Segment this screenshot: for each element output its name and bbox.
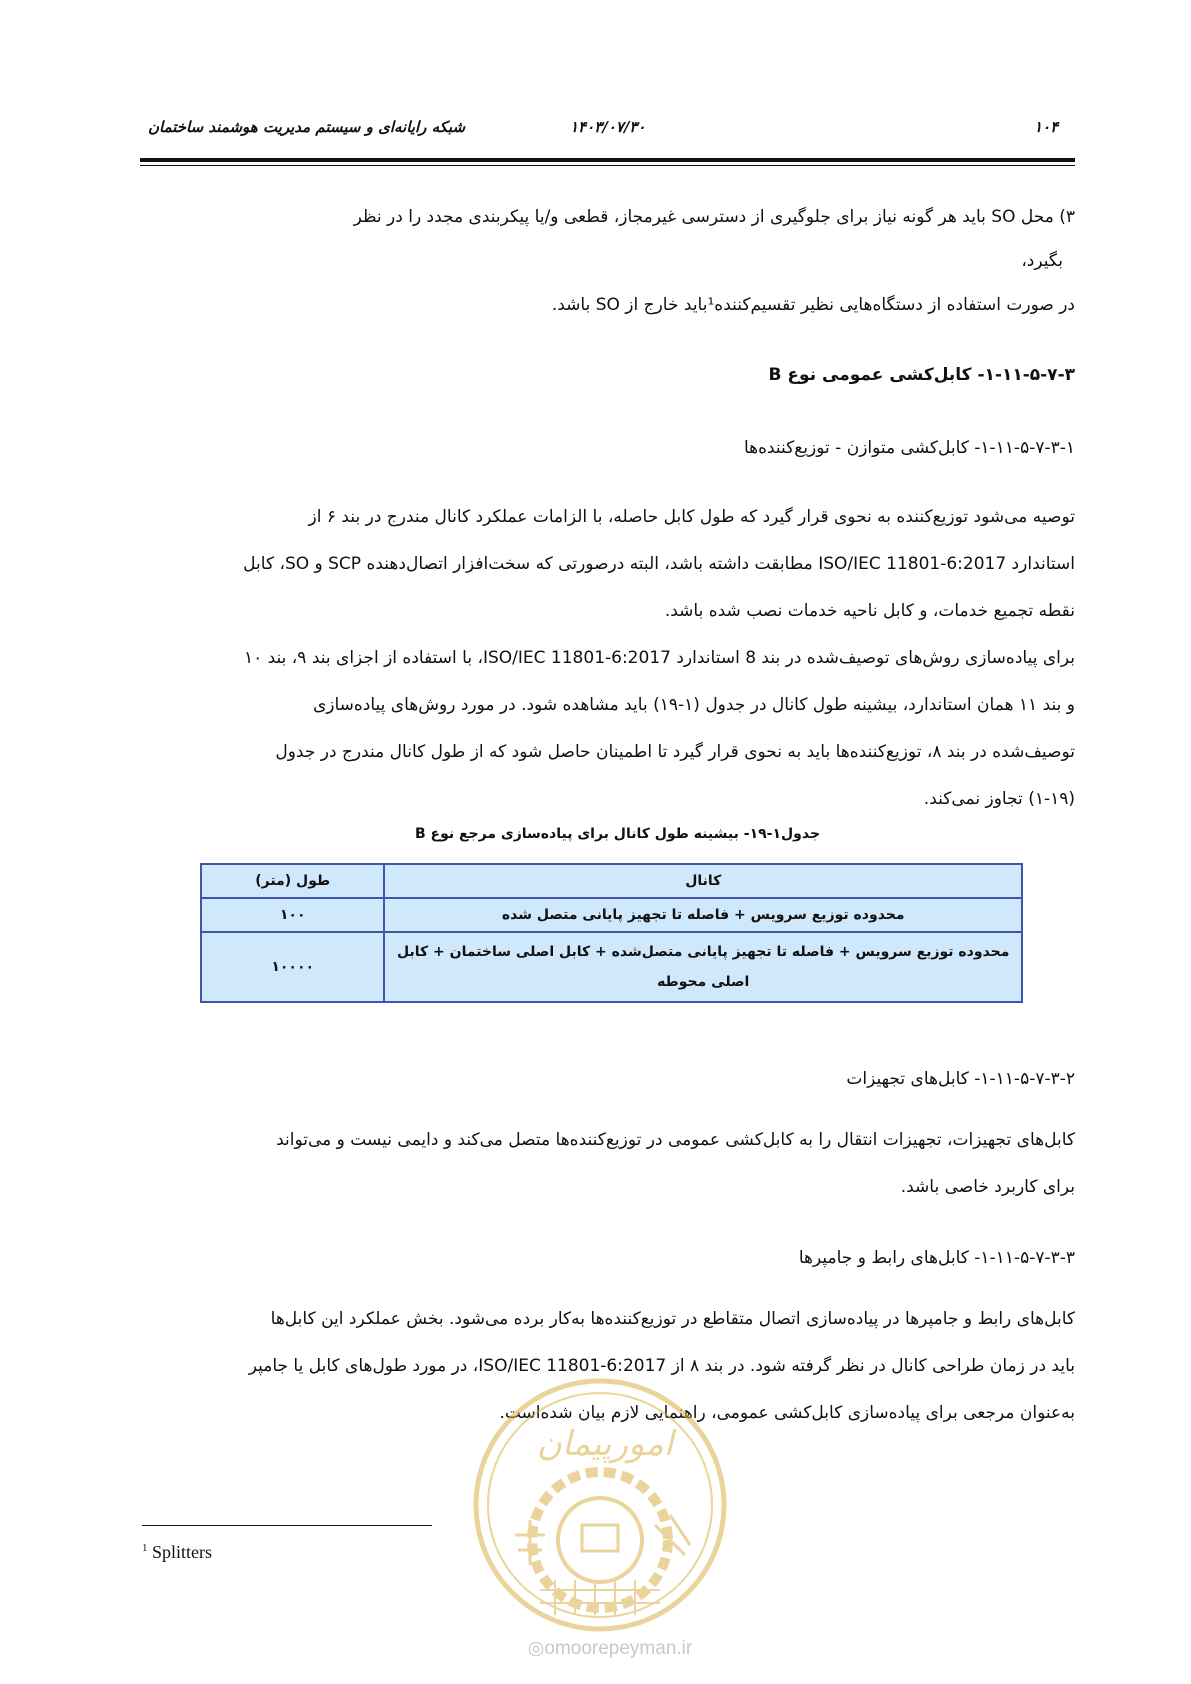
sub1-para2-line4: (۱-۱۹) تجاوز نمی‌کند.	[923, 789, 1075, 809]
footnote-rule	[142, 1525, 432, 1526]
channel-length-table	[200, 863, 1023, 1003]
sub2-heading: ۱-۱۱-۵-۷-۳-۲- کابل‌های تجهیزات	[846, 1069, 1075, 1089]
sub2-para-line1: کابل‌های تجهیزات، تجهیزات انتقال را به کابل‌کشی عمومی در توزیع‌کننده‌ها متصل می‌کند و دایمی نیست و می‌تواند	[276, 1130, 1075, 1150]
table-header-length: طول (متر)	[201, 864, 384, 898]
item3-line1: ۳) محل SO باید هر گونه نیاز برای جلوگیری از دسترسی غیرمجاز، قطعی و/یا پیکربندی مجدد را در نظر	[353, 207, 1075, 227]
page-number: ۱۰۴	[1034, 118, 1059, 136]
header-date: ۱۴۰۳/۰۷/۳۰	[570, 118, 646, 136]
section-heading: ۱-۱۱-۵-۷-۳- کابل‌کشی عمومی نوع B	[768, 365, 1075, 385]
table-caption: جدول۱-۱۹- بیشینه طول کانال برای پیاده‌سازی مرجع نوع B	[414, 826, 821, 842]
at-icon: ◎	[527, 1638, 545, 1659]
footnote-text: Splitters	[152, 1542, 213, 1562]
footnote	[142, 1542, 212, 1563]
footnote-marker: 1	[142, 1542, 148, 1554]
sub3-heading: ۱-۱۱-۵-۷-۳-۳- کابل‌های رابط و جامپرها	[798, 1248, 1075, 1268]
table-cell-channel: محدوده توزیع سرویس + فاصله تا تجهیز پایانی متصل شده	[384, 898, 1022, 932]
item3-line2: بگیرد،	[1021, 251, 1063, 271]
sub1-para1-line1: توصیه می‌شود توزیع‌کننده به نحوی قرار گیرد که طول کابل حاصله، با الزامات عملکرد کانال مندرج در بند ۶ از	[308, 507, 1075, 527]
table-cell-channel: محدوده توزیع سرویس + فاصله تا تجهیز پایانی متصل‌شده + کابل اصلی ساختمان + کابل اصلی محوطه	[384, 932, 1022, 1002]
splitter-line: در صورت استفاده از دستگاه‌هایی نظیر تقسیم‌کننده¹باید خارج از SO باشد.	[551, 295, 1075, 315]
header-rule-thin	[140, 165, 1075, 166]
table-cell-length: ۱۰۰۰۰	[201, 932, 384, 1002]
watermark-url-text: omoorepeyman.ir	[544, 1638, 693, 1659]
sub1-para2-line3: توصیف‌شده در بند ۸، توزیع‌کننده‌ها باید به نحوی قرار گیرد تا اطمینان حاصل شود که از طول کانال مندرج در جدول	[275, 742, 1075, 762]
table-row	[201, 932, 1022, 1002]
sub2-para-line2: برای کاربرد خاصی باشد.	[900, 1177, 1075, 1197]
sub1-para2-line1: برای پیاده‌سازی روش‌های توصیف‌شده در بند 8 استاندارد ISO/IEC 11801-6:2017، با استفاده از اجزای بند ۹، بند ۱۰	[243, 648, 1075, 668]
sub3-para-line2: باید در زمان طراحی کانال در نظر گرفته شود. در بند ۸ از ISO/IEC 11801-6:2017، در مورد طول‌های کابل یا جامپر	[248, 1356, 1075, 1376]
sub3-para-line1: کابل‌های رابط و جامپرها در پیاده‌سازی اتصال متقاطع در توزیع‌کننده‌ها به‌کار برده می‌شود. بخش عملکرد این کابل‌ها	[270, 1309, 1075, 1329]
table-header-row	[201, 864, 1022, 898]
watermark-logo	[470, 1375, 730, 1635]
sub1-para1-line2: استاندارد ISO/IEC 11801-6:2017 مطابقت داشته باشد، البته درصورتی که سخت‌افزار اتصال‌دهنده SCP و SO، کابل	[243, 554, 1075, 574]
sub1-heading: ۱-۱۱-۵-۷-۳-۱- کابل‌کشی متوازن - توزیع‌کننده‌ها	[743, 438, 1075, 458]
header-title: شبکه رایانه‌ای و سیستم مدیریت هوشمند ساختمان	[148, 118, 466, 136]
sub1-para1-line3: نقطه تجمیع خدمات، و کابل ناحیه خدمات نصب شده باشد.	[664, 601, 1075, 621]
table-row	[201, 898, 1022, 932]
watermark-logo-text: امورپیمان	[536, 1424, 674, 1464]
header-rule-thick	[140, 158, 1075, 162]
table-header-channel: کانال	[384, 864, 1022, 898]
table-cell-length: ۱۰۰	[201, 898, 384, 932]
sub3-para-line3: به‌عنوان مرجعی برای پیاده‌سازی کابل‌کشی عمومی، راهنمایی لازم بیان شده‌است.	[499, 1403, 1075, 1423]
sub1-para2-line2: و بند ۱۱ همان استاندارد، بیشینه طول کانال در جدول (۱-۱۹) باید مشاهده شود. در مورد روش‌های پیاده‌سازی	[312, 695, 1075, 715]
watermark-url	[500, 1637, 720, 1660]
